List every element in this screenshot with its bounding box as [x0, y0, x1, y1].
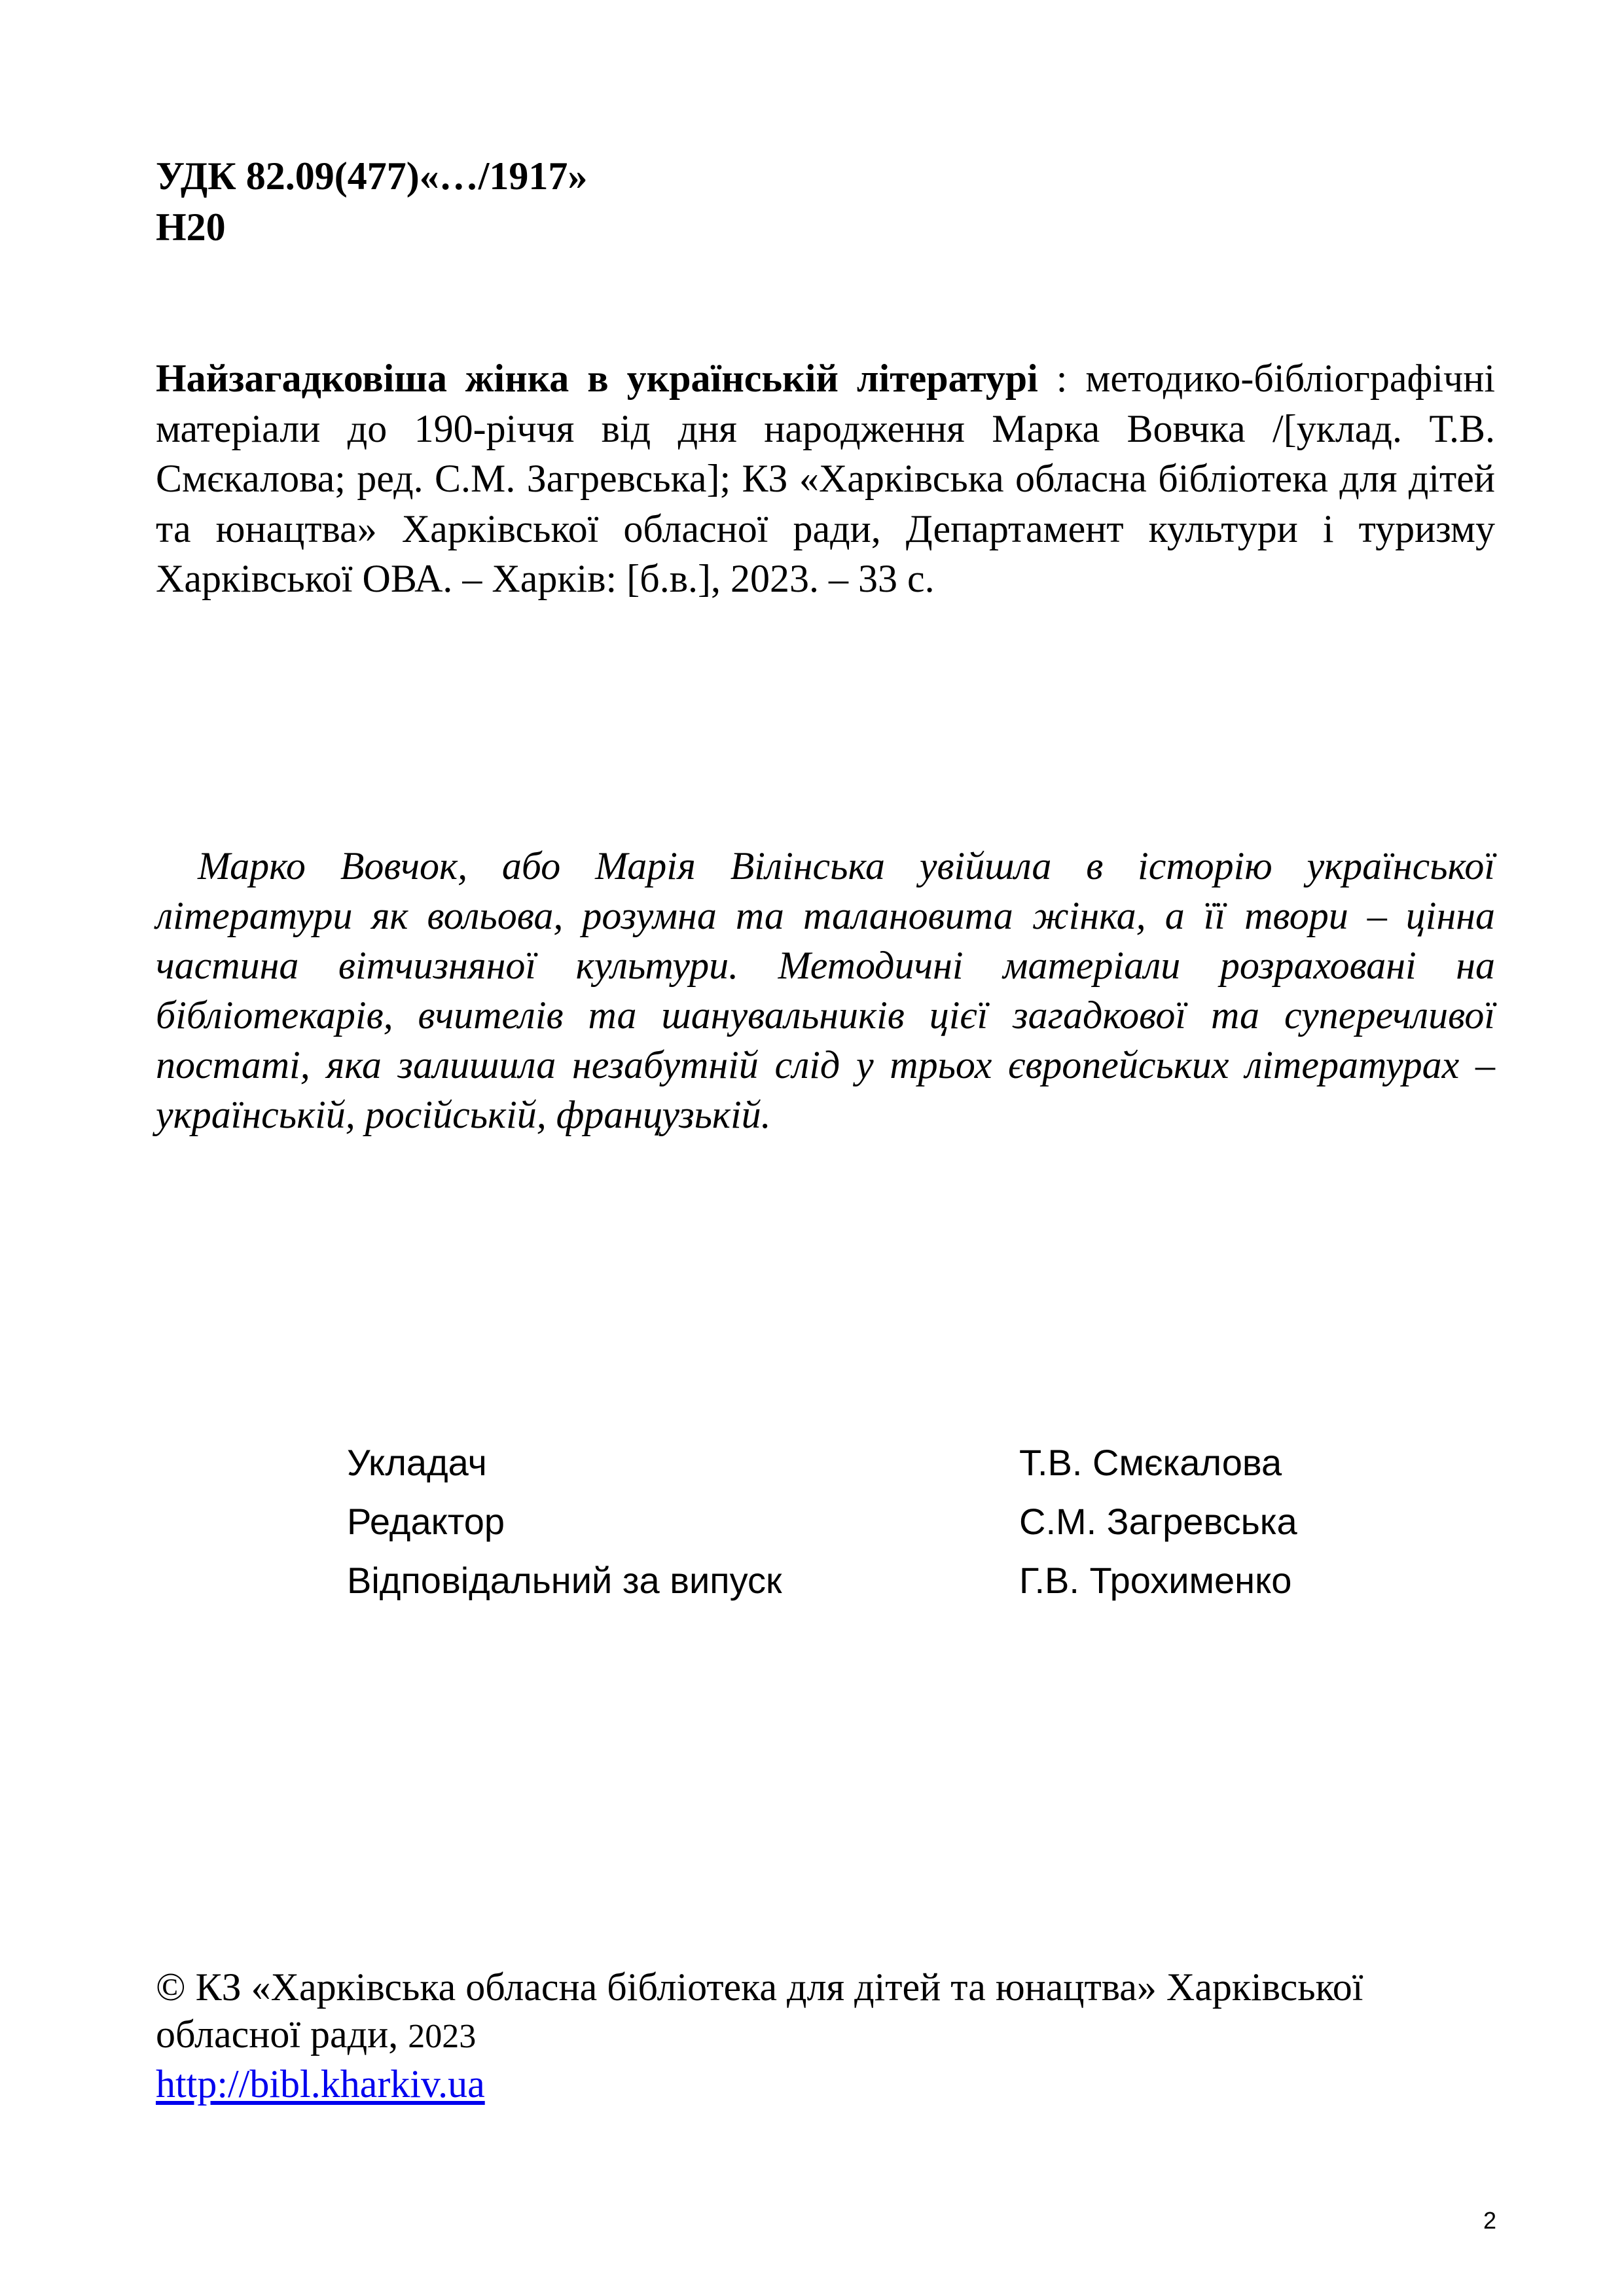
copyright-block — [156, 1964, 1495, 2108]
credit-row-editor — [347, 1492, 1297, 1551]
udk-block — [156, 151, 587, 253]
udk-code: УДК 82.09(477)«…/1917» — [156, 154, 588, 198]
credit-name: Т.В. Смєкалова — [1019, 1442, 1282, 1483]
credit-role: Відповідальний за випуск — [347, 1560, 782, 1601]
author-sign: Н20 — [156, 206, 226, 249]
credit-row-compiler — [347, 1433, 1297, 1492]
copyright-year: 2023 — [408, 2018, 477, 2055]
credits-table — [347, 1433, 1297, 1610]
bibliographic-description — [156, 353, 1495, 604]
copyright-notice — [156, 1964, 1495, 2060]
book-details: : методико-бібліографічні матеріали до 190-річчя від дня народження Марка Вовчка /[уклад. Т.В. Смєкалова; ред. С.М. Загревська]; КЗ «Харківська обласна бібліотека для дітей та юнацтва» Харківської обласної ради, Департамент культури і туризму Харківської ОВА. – Харків: [б.в.], 2023. – 33 с. — [156, 357, 1495, 600]
credit-role: Редактор — [347, 1501, 505, 1542]
credit-name: С.М. Загревська — [1019, 1501, 1297, 1542]
copyright-text: © КЗ «Харківська обласна бібліотека для дітей та юнацтва» Харківської обласної ради, — [156, 1965, 1363, 2056]
credit-row-responsible — [347, 1551, 1297, 1610]
page-number: 2 — [1483, 2207, 1496, 2234]
credit-role: Укладач — [347, 1442, 487, 1483]
website-link[interactable]: http://bibl.kharkiv.ua — [156, 2062, 485, 2106]
book-title: Найзагадковіша жінка в українській літературі — [156, 357, 1038, 400]
credit-name: Г.В. Трохименко — [1019, 1560, 1292, 1601]
annotation: Марко Вовчок, або Марія Вілінська увійшла в історію української літератури як вольова, розумна та талановита жінка, а її твори – цінна частина вітчизняної культури. Методичні матеріали розраховані на бібліотекарів, вчителів та шанувальників цієї загадкової та суперечливої постаті, яка залишила незабутній слід у трьох європейських літературах – українській, російській, французькій. — [156, 844, 1495, 1136]
